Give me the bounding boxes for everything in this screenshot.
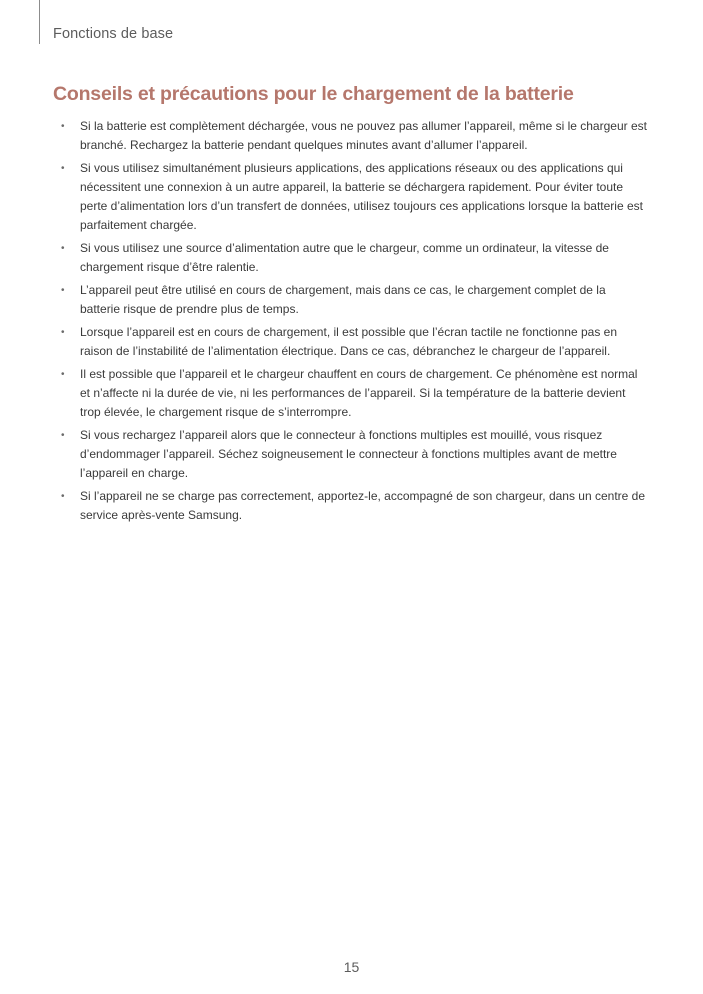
tip-text: Si la batterie est complètement déchargée, vous ne pouvez pas allumer l’appareil, même si le chargeur est branché. Rechargez la batterie pendant quelques minutes avant d’allumer l’appareil. bbox=[80, 119, 647, 152]
section-header-label: Fonctions de base bbox=[53, 26, 174, 42]
tip-text: Lorsque l’appareil est en cours de chargement, il est possible que l’écran tactile ne fonctionne pas en raison de l’instabilité de l’alimentation électrique. Dans ce cas, débranchez le chargeur de l’appareil. bbox=[80, 325, 617, 358]
bullet-icon: • bbox=[61, 163, 65, 174]
page-title: Conseils et précautions pour le chargement de la batterie bbox=[53, 83, 574, 105]
bullet-icon: • bbox=[61, 369, 65, 380]
tip-text: L’appareil peut être utilisé en cours de chargement, mais dans ce cas, le chargement complet de la batterie risque de prendre plus de temps. bbox=[80, 283, 606, 316]
list-item bbox=[57, 487, 647, 525]
list-item bbox=[57, 117, 647, 155]
list-item bbox=[57, 281, 647, 319]
bullet-icon: • bbox=[61, 243, 65, 254]
tips-list bbox=[57, 117, 647, 529]
list-item bbox=[57, 159, 647, 235]
list-item bbox=[57, 239, 647, 277]
tip-text: Il est possible que l’appareil et le chargeur chauffent en cours de chargement. Ce phénomène est normal et n’affecte ni la durée de vie, ni les performances de l’appareil. Si la température de la batterie devient trop élevée, le chargement risque de s’interrompre. bbox=[80, 367, 638, 419]
tip-text: Si vous utilisez une source d’alimentation autre que le chargeur, comme un ordinateur, la vitesse de chargement risque d’être ralentie. bbox=[80, 241, 609, 274]
tip-text: Si vous utilisez simultanément plusieurs applications, des applications réseaux ou des applications qui nécessitent une connexion à un autre appareil, la batterie se déchargera rapidement. Pour éviter toute perte d’alimentation lors d’un transfert de données, utilisez toujours ces applications lorsque la batterie est parfaitement chargée. bbox=[80, 161, 643, 232]
header-divider bbox=[39, 0, 40, 44]
bullet-icon: • bbox=[61, 327, 65, 338]
bullet-icon: • bbox=[61, 121, 65, 132]
list-item bbox=[57, 426, 647, 483]
tip-text: Si vous rechargez l’appareil alors que le connecteur à fonctions multiples est mouillé, vous risquez d’endommager l’appareil. Séchez soigneusement le connecteur à fonctions multiples avant de mettre l’appareil en charge. bbox=[80, 428, 617, 480]
bullet-icon: • bbox=[61, 430, 65, 441]
page-number: 15 bbox=[343, 959, 360, 975]
list-item bbox=[57, 323, 647, 361]
list-item bbox=[57, 365, 647, 422]
bullet-icon: • bbox=[61, 285, 65, 296]
tip-text: Si l’appareil ne se charge pas correctement, apportez-le, accompagné de son chargeur, dans un centre de service après-vente Samsung. bbox=[80, 489, 646, 522]
bullet-icon: • bbox=[61, 491, 65, 502]
